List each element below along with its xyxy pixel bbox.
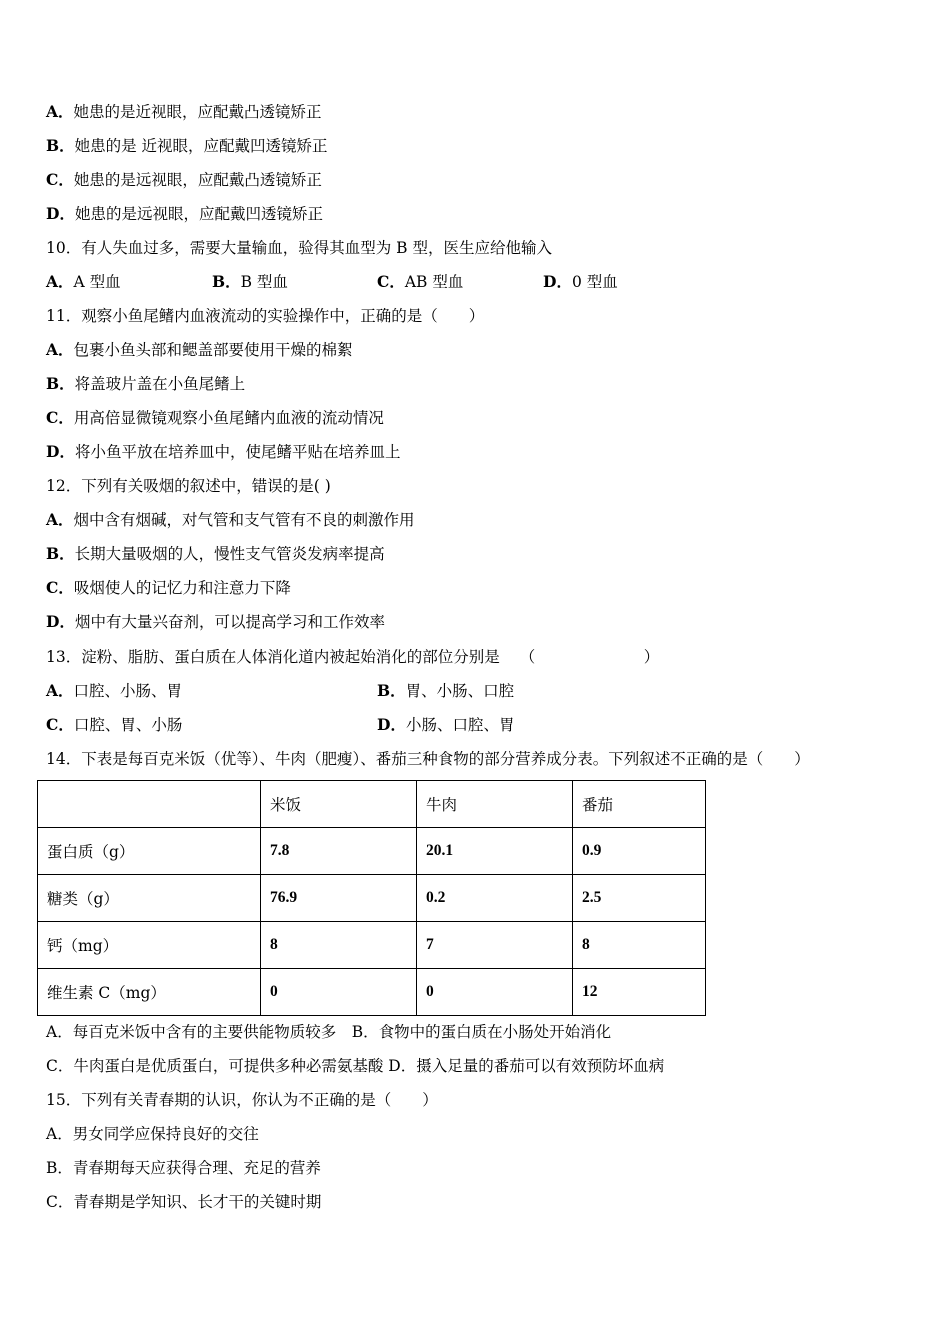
q13-stem: 13．淀粉、脂肪、蛋白质在人体消化道内被起始消化的部位分别是 （ ） <box>46 648 660 666</box>
q11-option-b: B．将盖玻片盖在小鱼尾鳍上 <box>46 374 246 393</box>
table-cell: 7 <box>417 922 573 969</box>
table-cell: 0 <box>417 969 573 1016</box>
table-header-cell: 牛肉 <box>417 781 573 828</box>
q9-option-b: B．她患的是 近视眼，应配戴凹透镜矫正 <box>46 136 328 155</box>
table-cell: 0 <box>261 969 417 1016</box>
q10-option-c: C．AB 型血 <box>377 272 464 291</box>
table-header-cell: 米饭 <box>261 781 417 828</box>
q14-options-line-2: C．牛肉蛋白是优质蛋白，可提供多种必需氨基酸 D．摄入足量的番茄可以有效预防坏血病 <box>46 1057 665 1075</box>
q14-stem: 14．下表是每百克米饭（优等）、牛肉（肥瘦）、番茄三种食物的部分营养成分表。下列叙述不正确的是（ ） <box>46 750 810 768</box>
table-header-row <box>38 781 706 828</box>
table-row <box>38 875 706 922</box>
q10-option-a: A．A 型血 <box>46 272 121 291</box>
table-header-cell: 番茄 <box>573 781 706 828</box>
q14-options-line-1: A．每百克米饭中含有的主要供能物质较多 B．食物中的蛋白质在小肠处开始消化 <box>46 1023 612 1041</box>
q10-option-b: B．B 型血 <box>212 272 288 291</box>
q12-stem: 12．下列有关吸烟的叙述中，错误的是( ) <box>46 477 331 495</box>
table-row <box>38 969 706 1016</box>
nutrition-table <box>37 780 706 1016</box>
q15-stem: 15．下列有关青春期的认识，你认为不正确的是（ ） <box>46 1091 438 1109</box>
table-header-cell <box>38 781 261 828</box>
q13-option-b: B．胃、小肠、口腔 <box>377 681 515 700</box>
q12-option-b: B．长期大量吸烟的人，慢性支气管炎发病率提高 <box>46 544 385 563</box>
table-cell: 7.8 <box>261 828 417 875</box>
table-cell: 12 <box>573 969 706 1016</box>
q11-stem: 11．观察小鱼尾鳍内血液流动的实验操作中，正确的是（ ） <box>46 307 485 325</box>
q13-option-a: A．口腔、小肠、胃 <box>46 681 183 700</box>
q9-option-a: A．她患的是近视眼，应配戴凸透镜矫正 <box>46 102 322 121</box>
q12-option-d: D．烟中有大量兴奋剂，可以提高学习和工作效率 <box>46 612 385 631</box>
table-cell-label: 糖类（g） <box>38 875 261 922</box>
table-cell: 0.9 <box>573 828 706 875</box>
table-cell: 8 <box>573 922 706 969</box>
q15-option-c: C．青春期是学知识、长才干的关键时期 <box>46 1193 322 1211</box>
table-cell: 76.9 <box>261 875 417 922</box>
table-cell-label: 蛋白质（g） <box>38 828 261 875</box>
table-cell: 8 <box>261 922 417 969</box>
q10-option-d: D．0 型血 <box>543 272 618 291</box>
table-cell-label: 钙（mg） <box>38 922 261 969</box>
table-row <box>38 828 706 875</box>
table-row <box>38 922 706 969</box>
q11-option-d: D．将小鱼平放在培养皿中，使尾鳍平贴在培养皿上 <box>46 442 401 461</box>
q12-option-c: C．吸烟使人的记忆力和注意力下降 <box>46 578 291 597</box>
table-cell: 20.1 <box>417 828 573 875</box>
q15-option-a: A．男女同学应保持良好的交往 <box>46 1125 259 1143</box>
table-cell: 2.5 <box>573 875 706 922</box>
q11-option-c: C．用高倍显微镜观察小鱼尾鳍内血液的流动情况 <box>46 408 384 427</box>
table-cell-label: 维生素 C（mg） <box>38 969 261 1016</box>
q12-option-a: A．烟中含有烟碱，对气管和支气管有不良的刺激作用 <box>46 510 415 529</box>
q11-option-a: A．包裹小鱼头部和鳃盖部要使用干燥的棉絮 <box>46 340 353 359</box>
q10-stem: 10．有人失血过多，需要大量输血，验得其血型为 B 型，医生应给他输入 <box>46 239 552 257</box>
q13-option-d: D．小肠、口腔、胃 <box>377 715 515 734</box>
q15-option-b: B．青春期每天应获得合理、充足的营养 <box>46 1159 321 1177</box>
q9-option-c: C．她患的是远视眼，应配戴凸透镜矫正 <box>46 170 322 189</box>
q9-option-d: D．她患的是远视眼，应配戴凹透镜矫正 <box>46 204 323 223</box>
q13-option-c: C．口腔、胃、小肠 <box>46 715 183 734</box>
table-cell: 0.2 <box>417 875 573 922</box>
